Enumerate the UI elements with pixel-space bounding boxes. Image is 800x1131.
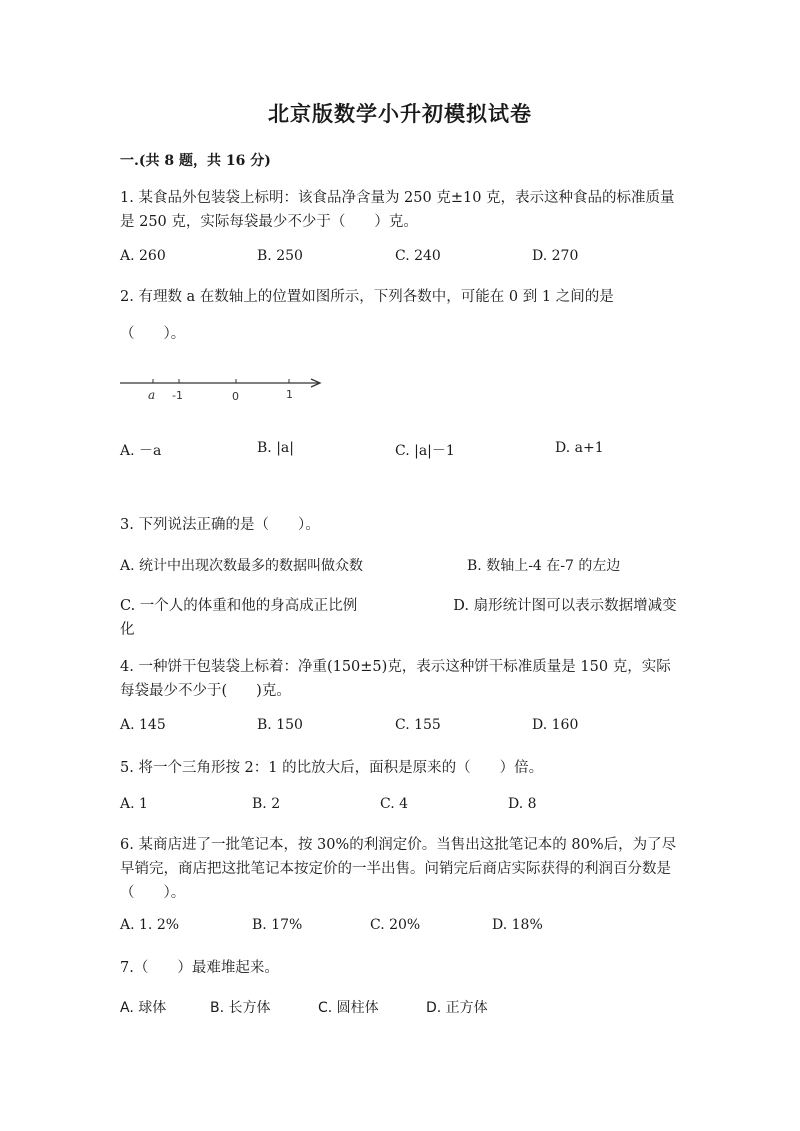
question-1-options — [120, 248, 720, 270]
label-a: a — [148, 388, 156, 402]
question-3-options-row2 — [120, 594, 680, 642]
question-3: 3. 下列说法正确的是（ ）。 — [120, 517, 320, 533]
number-line-figure — [118, 372, 328, 406]
option-d: D. 扇形统计图可以表示数据增减变化 — [120, 598, 677, 638]
question-2-blank: （ ）。 — [120, 326, 186, 342]
question-6-options — [120, 917, 720, 939]
question-4: 4. 一种饼干包装袋上标着：净重(150±5)克，表示这种饼干标准质量是 150 克，实际每袋最少不少于( )克。 — [120, 659, 671, 699]
question-5-options — [120, 796, 720, 818]
option-a: A. 1. 2% — [120, 917, 180, 933]
label-0: 0 — [232, 390, 239, 403]
option-a: A. 统计中出现次数最多的数据叫做众数 — [120, 558, 364, 574]
option-a: A. －a — [120, 443, 162, 459]
question-2-options — [120, 440, 720, 462]
option-a: A. 145 — [120, 717, 166, 733]
option-d: D. 270 — [532, 248, 579, 264]
option-a: A. 260 — [120, 248, 166, 264]
question-2: 2. 有理数 a 在数轴上的位置如图所示，下列各数中，可能在 0 到 1 之间的是 — [120, 289, 614, 305]
label-minus-1: -1 — [172, 389, 183, 402]
option-d: D. a+1 — [555, 440, 604, 456]
label-1: 1 — [286, 388, 293, 401]
question-7-options — [120, 997, 720, 1019]
option-a: A. 球体 — [120, 1000, 167, 1016]
page-title: 北京版数学小升初模拟试卷 — [268, 101, 532, 126]
option-b: B. 长方体 — [210, 1000, 271, 1016]
option-d: D. 正方体 — [426, 1000, 488, 1016]
question-5: 5. 将一个三角形按 2：1 的比放大后，面积是原来的（ ）倍。 — [120, 760, 544, 776]
option-d: D. 160 — [532, 717, 579, 733]
option-c: C. 240 — [395, 248, 441, 264]
question-3-options-row1 — [120, 555, 720, 577]
question-4-options — [120, 717, 720, 739]
section-heading: 一.(共 8 题，共 16 分) — [120, 153, 271, 169]
option-b: B. 17% — [252, 917, 303, 933]
option-b: B. |a| — [257, 440, 294, 456]
option-b: B. 250 — [257, 248, 303, 264]
option-b: B. 2 — [252, 796, 281, 812]
option-c: C. 155 — [395, 717, 441, 733]
option-c: C. 一个人的体重和他的身高成正比例 — [120, 598, 358, 614]
option-c: C. |a|－1 — [395, 443, 455, 459]
option-b: B. 数轴上-4 在-7 的左边 — [467, 558, 621, 574]
option-c: C. 圆柱体 — [318, 1000, 379, 1016]
option-a: A. 1 — [120, 796, 148, 812]
option-c: C. 20% — [370, 917, 421, 933]
option-b: B. 150 — [257, 717, 303, 733]
question-6: 6. 某商店进了一批笔记本，按 30%的利润定价。当售出这批笔记本的 80%后，为了尽早销完，商店把这批笔记本按定价的一半出售。问销完后商店实际获得的利润百分数是（ ）。 — [120, 837, 677, 901]
question-7: 7.（ ）最难堆起来。 — [120, 960, 279, 976]
option-c: C. 4 — [380, 796, 409, 812]
question-1: 1. 某食品外包装袋上标明：该食品净含量为 250 克±10 克，表示这种食品的标准质量是 250 克，实际每袋最少不少于（ ）克。 — [120, 190, 675, 230]
option-d: D. 18% — [492, 917, 543, 933]
option-d: D. 8 — [508, 796, 537, 812]
